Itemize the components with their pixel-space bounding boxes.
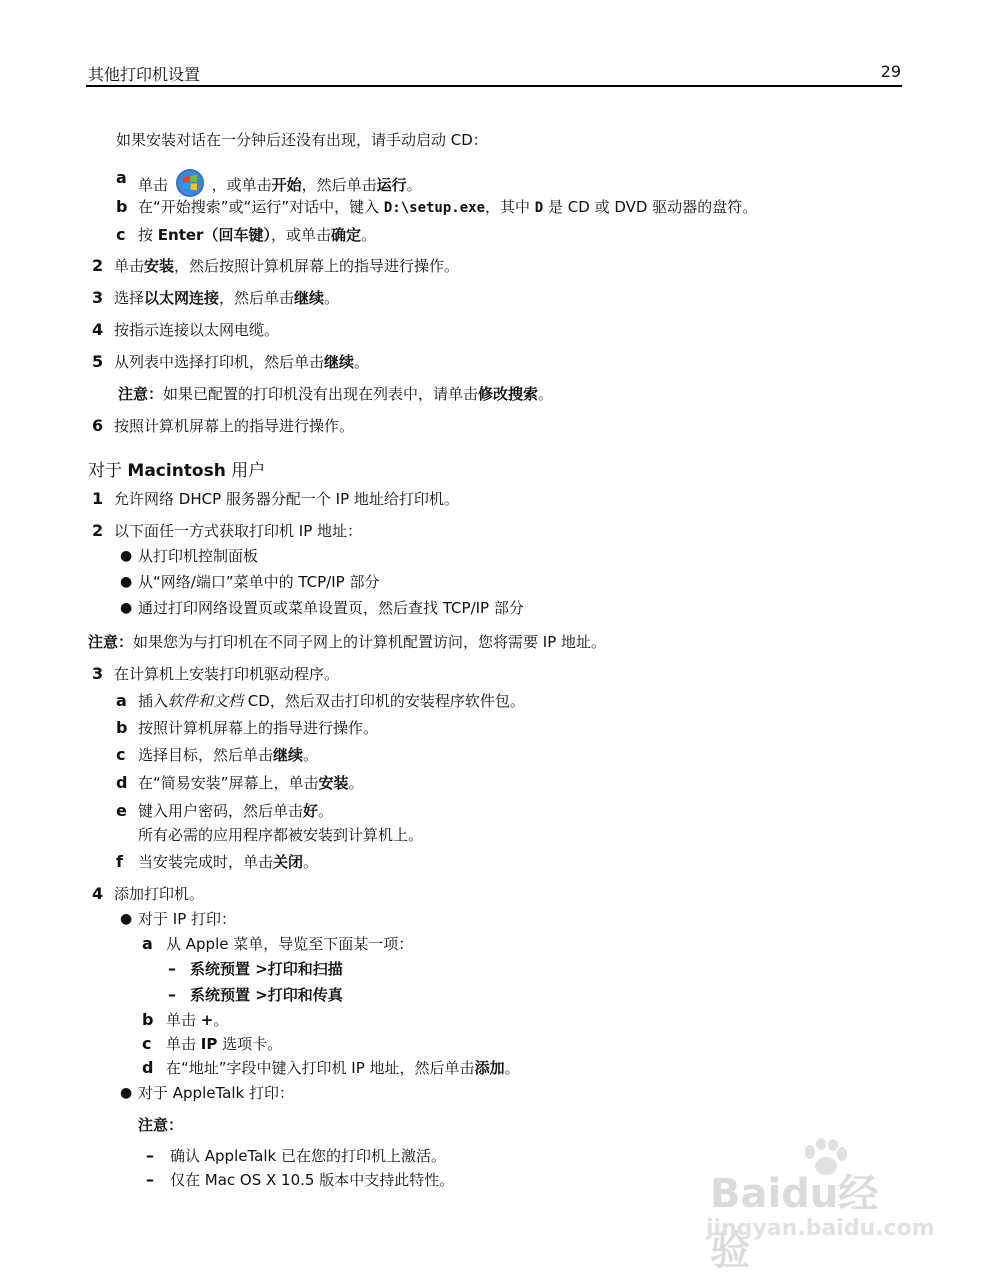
bullet-text: 通过打印网络设置页或菜单设置页，然后查找 TCP/IP 部分: [138, 599, 524, 617]
text-run: 。: [303, 853, 319, 871]
text-run: 按: [138, 226, 158, 244]
step-a-text: [138, 168, 422, 198]
text-run: 如果已配置的打印机没有出现在列表中，请单击: [163, 385, 479, 403]
text-run: 单击: [166, 1035, 201, 1053]
step-5-text: [114, 352, 369, 372]
step-6-text: 按照计算机屏幕上的指导进行操作。: [114, 417, 355, 435]
mac-step-3f-text: [138, 852, 318, 872]
text-run: 单击: [114, 257, 145, 275]
ui-term-ok: 确定: [330, 226, 361, 244]
text-run: 。: [213, 1011, 229, 1029]
code-drive-letter: D: [534, 200, 544, 216]
menu-path-print-scan: 系统预置 >打印和扫描: [190, 960, 343, 978]
mac-step-1-text: 允许网络 DHCP 服务器分配一个 IP 地址给打印机。: [114, 490, 459, 508]
step-marker: 5: [92, 352, 104, 371]
ui-term-install: 安装: [144, 257, 175, 275]
step-marker: 3: [92, 288, 104, 307]
watermark-brand: Baidu经验: [710, 1171, 879, 1274]
ip-step-c-text: [166, 1034, 282, 1054]
note-label: 注意：: [118, 385, 164, 403]
step-marker: 3: [92, 664, 104, 683]
ui-term-continue: 继续: [273, 746, 304, 764]
ip-step-a-text: 从 Apple 菜单，导览至下面某一项：: [166, 935, 414, 953]
note-label: 注意：: [138, 1116, 184, 1134]
mac-step-3e-result: 所有必需的应用程序都被安装到计算机上。: [138, 826, 424, 844]
text-run: 。: [538, 385, 554, 403]
mac-step-3-text: 在计算机上安装打印机驱动程序。: [114, 665, 340, 683]
ui-term-ok: 好: [303, 802, 319, 820]
appletalk-note-1: 确认 AppleTalk 已在您的打印机上激活。: [170, 1147, 446, 1165]
step-marker: b: [142, 1010, 154, 1029]
step-marker: 1: [92, 489, 104, 508]
dash-marker: –: [146, 1170, 154, 1189]
step-b-text: [138, 197, 757, 218]
step-3-text: [114, 288, 339, 308]
ui-term-plus: +: [200, 1011, 214, 1029]
intro-text: 如果安装对话在一分钟后还没有出现，请手动启动 CD：: [116, 131, 488, 149]
step-4-text: 按指示连接以太网电缆。: [114, 321, 280, 339]
text-run: 从列表中选择打印机，然后单击: [114, 353, 325, 371]
text-run-bold: Macintosh: [127, 461, 226, 481]
dash-marker: –: [168, 985, 176, 1004]
text-run: 如果您为与打印机在不同子网上的计算机配置访问，您将需要 IP 地址。: [133, 633, 607, 651]
text-run: 用户: [225, 461, 266, 481]
bullet: ●: [120, 600, 133, 616]
bullet: ●: [120, 548, 133, 564]
mac-step-2-text: 以下面任一方式获取打印机 IP 地址：: [114, 522, 363, 540]
text-run: 。: [360, 226, 376, 244]
ui-term-enter: Enter（回车键）: [157, 226, 271, 244]
bullet-appletalk-printing: 对于 AppleTalk 打印：: [138, 1084, 294, 1102]
bullet: ●: [120, 574, 133, 590]
mac-step-4-text: 添加打印机。: [114, 885, 205, 903]
dash-marker: –: [146, 1146, 154, 1165]
windows-start-orb-icon: [175, 168, 205, 198]
ui-term-ip-tab: IP: [200, 1035, 218, 1053]
step-c-text: [138, 225, 376, 245]
step-marker: c: [142, 1034, 152, 1053]
bullet-text: 从打印机控制面板: [138, 547, 259, 565]
step-marker: d: [116, 773, 128, 792]
step-marker: 4: [92, 320, 104, 339]
header-rule: [86, 85, 902, 87]
note-modify-search: [118, 384, 553, 404]
text-run: 是 CD 或 DVD 驱动器的盘符。: [543, 198, 758, 216]
step-marker: a: [142, 934, 153, 953]
text-run: 。: [354, 353, 370, 371]
text-run: 选择目标，然后单击: [138, 746, 274, 764]
text-run: 。: [406, 176, 422, 194]
step-marker: 6: [92, 416, 104, 435]
text-run: 单击: [138, 176, 169, 194]
menu-path-print-fax: 系统预置 >打印和传真: [190, 986, 343, 1004]
mac-step-3a-text: [138, 691, 525, 711]
text-run: 。: [318, 802, 334, 820]
dash-marker: –: [168, 959, 176, 978]
code-setup-path: D:\setup.exe: [383, 200, 486, 216]
ui-term-install: 安装: [318, 774, 349, 792]
step-marker: 2: [92, 256, 104, 275]
mac-step-3e-text: [138, 801, 333, 821]
text-run: ，或单击: [211, 176, 272, 194]
ui-term-continue: 继续: [294, 289, 325, 307]
text-run: 选择: [114, 289, 145, 307]
text-run: 在“地址”字段中键入打印机 IP 地址，然后单击: [166, 1059, 475, 1077]
text-run: 选项卡。: [217, 1035, 283, 1053]
ui-term-add: 添加: [474, 1059, 505, 1077]
text-run: 对于: [88, 461, 128, 481]
ui-term-continue: 继续: [324, 353, 355, 371]
step-marker: c: [116, 745, 126, 764]
text-run: 插入: [138, 692, 169, 710]
step-marker: 2: [92, 521, 104, 540]
text-run: 。: [303, 746, 319, 764]
bullet: ●: [120, 1085, 133, 1101]
text-run: ，然后按照计算机屏幕上的指导进行操作。: [174, 257, 460, 275]
ui-term-modify-search: 修改搜索: [478, 385, 539, 403]
appletalk-note-2: 仅在 Mac OS X 10.5 版本中支持此特性。: [170, 1171, 455, 1189]
text-run: ，然后单击: [301, 176, 377, 194]
ui-term-close: 关闭: [273, 853, 304, 871]
bullet-ip-printing: 对于 IP 打印：: [138, 910, 237, 928]
mac-step-3d-text: [138, 773, 364, 793]
note-label: 注意：: [88, 633, 134, 651]
step-2-text: [114, 256, 459, 276]
header-title: 其他打印机设置: [88, 65, 201, 84]
step-marker: b: [116, 197, 128, 216]
mac-step-3c-text: [138, 745, 318, 765]
baidu-watermark: [700, 1138, 935, 1274]
step-marker: b: [116, 718, 128, 737]
page-number: 29: [880, 62, 901, 81]
mac-step-3b-text: 按照计算机屏幕上的指导进行操作。: [138, 719, 379, 737]
ui-term-run: 运行: [376, 176, 407, 194]
text-run: 键入用户密码，然后单击: [138, 802, 304, 820]
text-run: CD，然后双击打印机的安装程序软件包。: [243, 692, 525, 710]
text-run: 。: [504, 1059, 520, 1077]
step-marker: d: [142, 1058, 154, 1077]
bullet-text: 从“网络/端口”菜单中的 TCP/IP 部分: [138, 573, 380, 591]
text-run: 在“开始搜索”或“运行”对话中，键入: [138, 198, 384, 216]
step-marker: e: [116, 801, 127, 820]
step-marker: a: [116, 691, 127, 710]
text-run: ，或单击: [270, 226, 331, 244]
step-marker: 4: [92, 884, 104, 903]
watermark-url: jingyan.baidu.com: [706, 1216, 935, 1241]
text-run: 在“简易安装”屏幕上，单击: [138, 774, 319, 792]
text-run-italic: 软件和文档: [168, 692, 244, 710]
ip-step-d-text: [166, 1058, 520, 1078]
ui-term-ethernet: 以太网连接: [144, 289, 220, 307]
ip-step-b-text: [166, 1010, 228, 1030]
text-run: 。: [348, 774, 364, 792]
text-run: 当安装完成时，单击: [138, 853, 274, 871]
step-marker: c: [116, 225, 126, 244]
text-run: ，其中: [485, 198, 535, 216]
text-run: ，然后单击: [219, 289, 295, 307]
text-run: 。: [324, 289, 340, 307]
ui-term-start: 开始: [271, 176, 302, 194]
note-subnet: [88, 632, 606, 652]
step-marker: f: [116, 852, 123, 871]
bullet: ●: [120, 911, 133, 927]
step-marker: a: [116, 168, 127, 187]
section-heading-macintosh: [88, 456, 265, 481]
text-run: 单击: [166, 1011, 201, 1029]
